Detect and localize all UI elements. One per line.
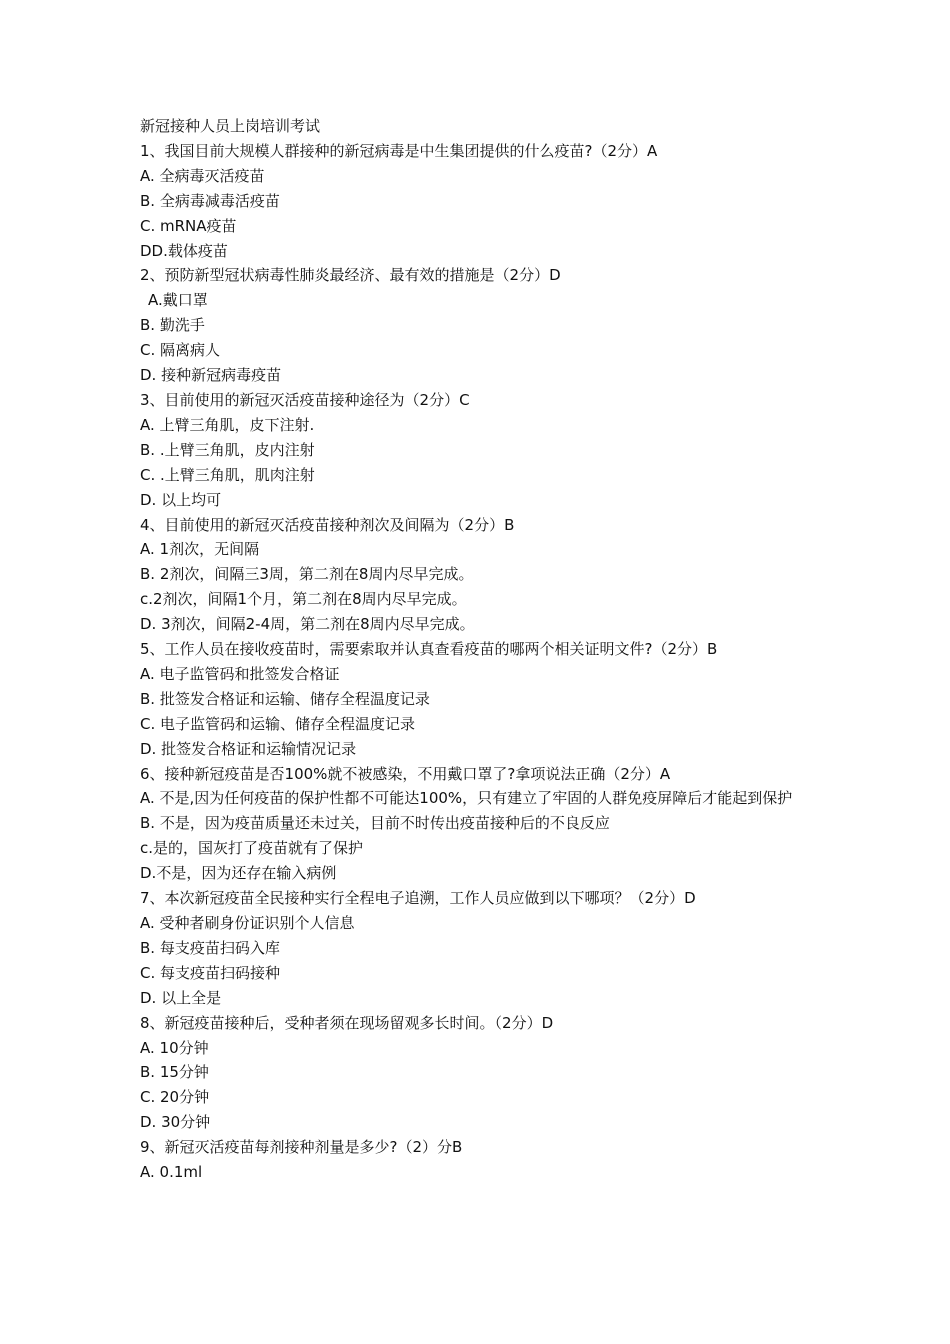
question-7-option-c: C. 每支疫苗扫码接种 xyxy=(140,963,281,982)
question-6-option-a: A. 不是,因为任何疫苗的保护性都不可能达100%，只有建立了牢固的人群免疫屏障后才能起到保护 xyxy=(140,789,793,808)
question-2-option-a: A.戴口罩 xyxy=(148,291,208,310)
question-5: 5、工作人员在接收疫苗时，需要索取并认真查看疫苗的哪两个相关证明文件?（2分）B xyxy=(140,640,718,659)
question-6-option-d: D.不是，因为还存在输入病例 xyxy=(140,864,337,883)
question-3-option-c: C. .上臂三角肌，肌肉注射 xyxy=(140,465,315,484)
document-body xyxy=(140,114,820,1185)
question-8-option-b: B. 15分钟 xyxy=(140,1063,209,1082)
question-3: 3、目前使用的新冠灭活疫苗接种途径为（2分）C xyxy=(140,390,470,409)
question-2-option-b: B. 勤洗手 xyxy=(140,316,205,335)
question-9-option-a: A. 0.1ml xyxy=(140,1163,203,1182)
question-6: 6、接种新冠疫苗是否100%就不被感染，不用戴口罩了?拿项说法正确（2分）A xyxy=(140,764,671,783)
question-6-option-b: B. 不是，因为疫苗质量还未过关，目前不时传出疫苗接种后的不良反应 xyxy=(140,814,610,833)
question-1-option-a: A. 全病毒灭活疫苗 xyxy=(140,166,265,185)
question-4-option-b: B. 2剂次，间隔三3周，第二剂在8周内尽早完成。 xyxy=(140,565,474,584)
question-7-option-b: B. 每支疫苗扫码入库 xyxy=(140,938,280,957)
question-1-option-c: C. mRNA疫苗 xyxy=(140,216,237,235)
question-7-option-a: A. 受种者刷身份证识别个人信息 xyxy=(140,914,355,932)
question-1-option-d: DD.载体疫苗 xyxy=(140,241,228,260)
question-1: 1、我国目前大规模人群接种的新冠病毒是中生集团提供的什么疫苗?（2分）A xyxy=(140,141,658,160)
question-8-option-d: D. 30分钟 xyxy=(140,1113,211,1132)
question-5-option-a: A. 电子监管码和批签发合格证 xyxy=(140,664,340,683)
question-3-option-a: A. 上臂三角肌，皮下注射. xyxy=(140,415,315,434)
question-2-option-c: C. 隔离病人 xyxy=(140,341,221,360)
question-3-option-b: B. .上臂三角肌，皮内注射 xyxy=(140,440,315,459)
question-8: 8、新冠疫苗接种后，受种者须在现场留观多长时间。（2分）D xyxy=(140,1013,554,1032)
question-3-option-d: D. 以上均可 xyxy=(140,490,222,509)
question-5-option-d: D. 批签发合格证和运输情况记录 xyxy=(140,739,357,758)
question-7: 7、本次新冠疫苗全民接种实行全程电子追溯，工作人员应做到以下哪项？（2分）D xyxy=(140,889,696,908)
question-8-option-c: C. 20分钟 xyxy=(140,1088,210,1107)
question-4-option-a: A. 1剂次，无间隔 xyxy=(140,540,260,559)
question-5-option-c: C. 电子监管码和运输、储存全程温度记录 xyxy=(140,714,416,733)
question-2: 2、预防新型冠状病毒性肺炎最经济、最有效的措施是（2分）D xyxy=(140,266,561,285)
question-4-option-d: D. 3剂次，间隔2-4周，第二剂在8周内尽早完成。 xyxy=(140,615,475,634)
question-6-option-c: c.是的，国灰打了疫苗就有了保护 xyxy=(140,839,364,858)
document-title: 新冠接种人员上岗培训考试 xyxy=(140,117,321,135)
question-2-option-d: D. 接种新冠病毒疫苗 xyxy=(140,366,282,385)
question-4-option-c: c.2剂次，间隔1个月，第二剂在8周内尽早完成。 xyxy=(140,590,467,609)
question-4: 4、目前使用的新冠灭活疫苗接种剂次及间隔为（2分）B xyxy=(140,515,515,534)
question-7-option-d: D. 以上全是 xyxy=(140,988,222,1007)
question-5-option-b: B. 批签发合格证和运输、储存全程温度记录 xyxy=(140,689,430,708)
question-9: 9、新冠灭活疫苗每剂接种剂量是多少?（2）分B xyxy=(140,1138,463,1157)
question-1-option-b: B. 全病毒减毒活疫苗 xyxy=(140,191,280,210)
question-8-option-a: A. 10分钟 xyxy=(140,1038,209,1057)
